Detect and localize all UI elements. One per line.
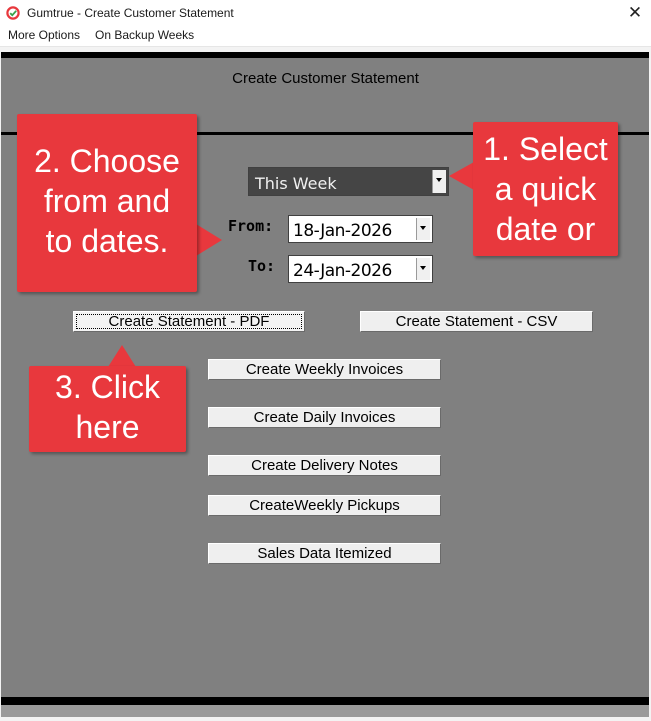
date-preset-value: This Week	[255, 174, 337, 193]
callout-pointer	[449, 162, 474, 190]
bottom-divider	[1, 697, 649, 705]
create-weekly-pickups-button[interactable]: CreateWeekly Pickups	[208, 495, 441, 516]
from-label: From:	[228, 217, 274, 235]
create-daily-invoices-button[interactable]: Create Daily Invoices	[208, 407, 441, 428]
callout-click-here	[29, 366, 186, 452]
menu-on-backup-weeks[interactable]: On Backup Weeks	[95, 28, 195, 42]
window-title: Gumtrue - Create Customer Statement	[27, 6, 234, 20]
menu-bar	[0, 26, 651, 47]
callout-line: 1. Select	[483, 131, 608, 167]
gumtrue-logo-icon	[6, 6, 20, 20]
chevron-down-icon[interactable]	[416, 258, 430, 280]
callout-line: to dates.	[45, 223, 169, 259]
title-bar	[0, 0, 651, 26]
callout-line: from and	[43, 183, 171, 219]
from-date-picker[interactable]	[288, 215, 433, 243]
callout-line: here	[75, 409, 140, 445]
focus-ring	[76, 314, 302, 329]
menu-more-options[interactable]: More Options	[8, 28, 81, 42]
from-date-value: 18-Jan-2026	[293, 221, 392, 241]
callout-line: date or	[495, 211, 596, 247]
callout-choose-dates	[17, 114, 197, 292]
close-icon: ✕	[627, 3, 643, 22]
close-button[interactable]	[619, 0, 651, 26]
to-label: To:	[248, 257, 276, 275]
chevron-down-icon[interactable]	[432, 170, 446, 193]
create-statement-pdf-button[interactable]	[73, 311, 305, 332]
sales-data-itemized-button[interactable]: Sales Data Itemized	[208, 543, 441, 564]
bottom-strip	[1, 705, 649, 717]
callout-line: 2. Choose	[34, 143, 180, 179]
callout-pointer	[108, 345, 136, 367]
page-title: Create Customer Statement	[232, 70, 419, 87]
callout-line: 3. Click	[55, 369, 160, 405]
to-date-value: 24-Jan-2026	[293, 261, 392, 281]
callout-select-date	[473, 122, 618, 256]
create-delivery-notes-button[interactable]: Create Delivery Notes	[208, 455, 441, 476]
create-statement-csv-button[interactable]: Create Statement - CSV	[360, 311, 593, 332]
to-date-picker[interactable]	[288, 255, 433, 283]
top-divider	[1, 52, 649, 58]
create-statement-pdf-label: Create Statement - PDF	[108, 313, 270, 330]
chevron-down-icon[interactable]	[416, 218, 430, 240]
callout-line: a quick	[494, 171, 597, 207]
create-weekly-invoices-button[interactable]: Create Weekly Invoices	[208, 359, 441, 380]
date-preset-dropdown[interactable]	[248, 167, 449, 196]
callout-pointer	[196, 224, 222, 256]
